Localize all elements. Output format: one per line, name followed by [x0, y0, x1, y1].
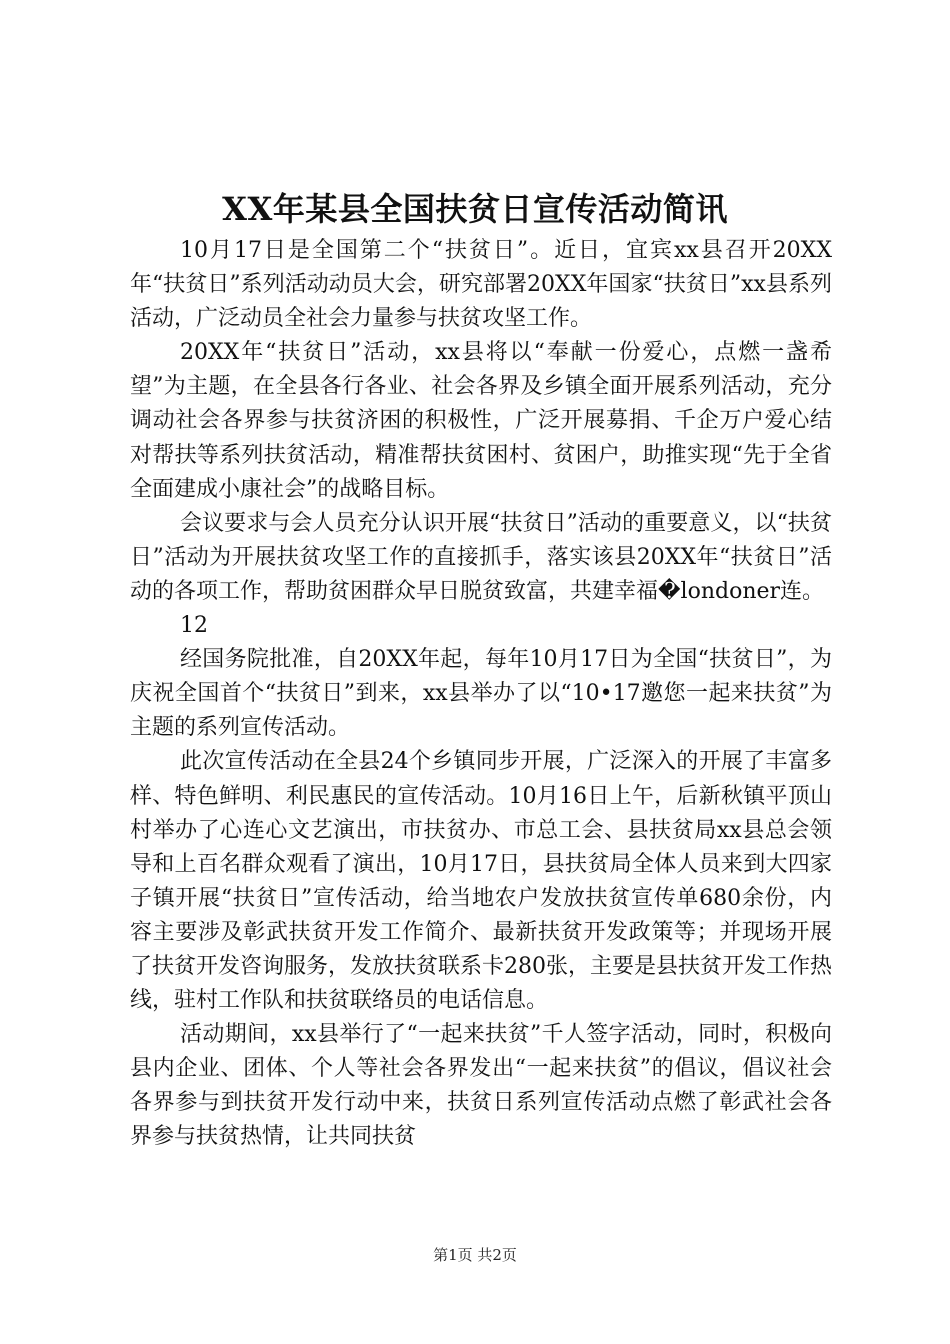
paragraph-1: 10月17日是全国第二个“扶贫日”。近日，宜宾xx县召开20XX年“扶贫日”系列活动动员大会，研究部署20XX年国家“扶贫日”xx县系列活动，广泛动员全社会力量参与扶贫攻坚工作。 — [130, 238, 832, 332]
document-body — [130, 234, 832, 1155]
page-number-label: 第1页 共2页 — [433, 1246, 517, 1264]
paragraph-2: 20XX年“扶贫日”活动，xx县将以“奉献一份爱心，点燃一盏希望”为主题，在全县各行各业、社会各界及乡镇全面开展系列活动，充分调动社会各界参与扶贫济困的积极性，广泛开展募捐、千企万户爱心结对帮扶等系列扶贫活动，精准帮扶贫困村、贫困户，助推实现“先于全省全面建成小康社会”的战略目标。 — [130, 340, 832, 502]
paragraph-5: 经国务院批准，自20XX年起，每年10月17日为全国“扶贫日”，为庆祝全国首个“扶贫日”到来，xx县举办了以“10•17邀您一起来扶贫”为主题的系列宣传活动。 — [130, 647, 832, 741]
paragraph-3: 会议要求与会人员充分认识开展“扶贫日”活动的重要意义，以“扶贫日”活动为开展扶贫攻坚工作的直接抓手，落实该县20XX年“扶贫日”活动的各项工作，帮助贫困群众早日脱贫致富，共建幸福�londoner连。 — [130, 510, 832, 604]
paragraph-7: 活动期间，xx县举行了“一起来扶贫”千人签字活动，同时，积极向县内企业、团体、个人等社会各界发出“一起来扶贫”的倡议，倡议社会各界参与到扶贫开发行动中来，扶贫日系列宣传活动点燃了彰武社会各界参与扶贫热情，让共同扶贫 — [130, 1022, 832, 1150]
page-footer — [0, 1245, 950, 1265]
paragraph-4: 12 — [180, 613, 208, 639]
document-title: XX年某县全国扶贫日宣传活动简讯 — [222, 190, 728, 228]
paragraph-6: 此次宣传活动在全县24个乡镇同步开展，广泛深入的开展了丰富多样、特色鲜明、利民惠民的宣传活动。10月16日上午，后新秋镇平顶山村举办了心连心文艺演出，市扶贫办、市总工会、县扶贫局xx县总会领导和上百名群众观看了演出，10月17日，县扶贫局全体人员来到大四家子镇开展“扶贫日”宣传活动，给当地农户发放扶贫宣传单680余份，内容主要涉及彰武扶贫开发工作简介、最新扶贫开发政策等；并现场开展了扶贫开发咨询服务，发放扶贫联系卡280张，主要是县扶贫开发工作热线，驻村工作队和扶贫联络员的电话信息。 — [130, 749, 832, 1014]
